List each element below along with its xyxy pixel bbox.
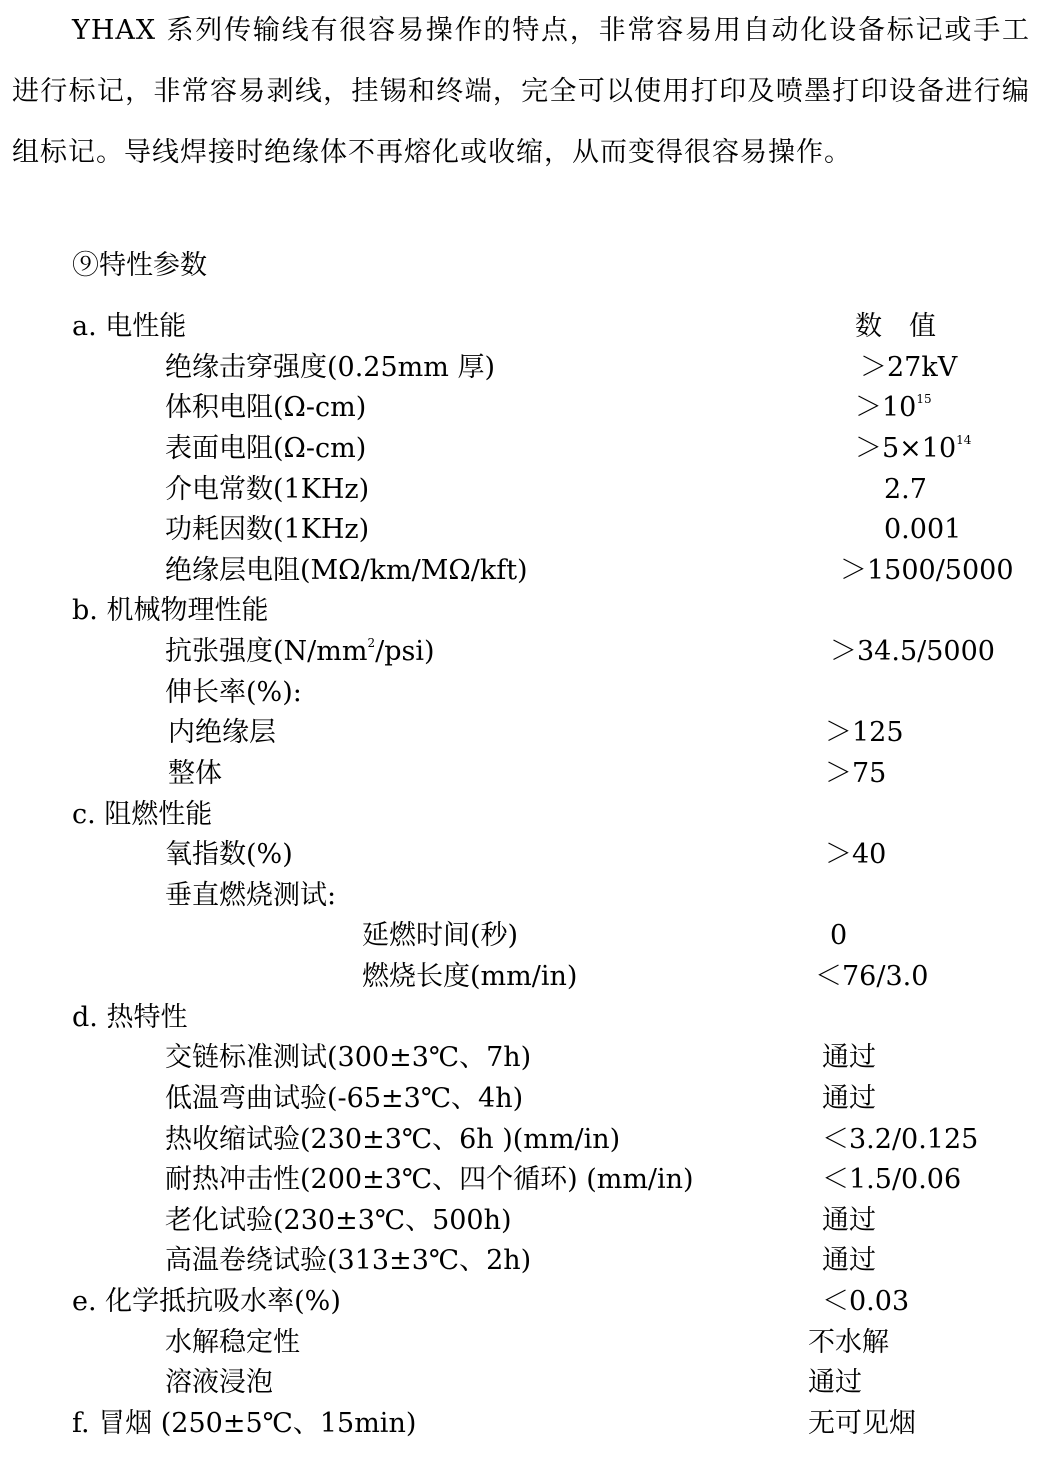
row-label: 表面电阻(Ω-cm) [165,433,367,464]
row-label: 垂直燃烧测试: [165,880,337,911]
row-value-exponent: 15 [916,392,932,406]
group-f-label: f. 冒烟 (250±5℃、15min) [72,1408,417,1439]
group-a-label: a. 电性能 [72,311,187,342]
row-label: 延燃时间(秒) [362,920,519,951]
group-b-label: b. 机械物理性能 [72,595,269,626]
row-label: 交链标准测试(300±3℃、7h) [165,1042,532,1073]
row-label-text: 抗张强度(N/mm [165,636,368,667]
row-value: 通过 [822,1083,876,1114]
row-value: 0 [830,920,848,951]
row-label: 水解稳定性 [165,1327,300,1358]
row-value: ＞40 [825,839,887,870]
row-label [165,632,435,672]
row-value: ＞75 [825,758,887,789]
row-label: 氧指数(%) [165,839,293,870]
row-value: 无可见烟 [808,1408,916,1439]
group-e-label: e. 化学抵抗吸水率(%) [72,1286,341,1317]
row-label: 热收缩试验(230±3℃、6h )(mm/in) [165,1124,621,1155]
row-value [855,429,971,469]
row-label: 老化试验(230±3℃、500h) [165,1205,512,1236]
row-value: 2.7 [884,474,927,505]
row-value: ＜1.5/0.06 [822,1164,962,1195]
row-value [855,388,932,428]
row-label: 耐热冲击性(200±3℃、四个循环) (mm/in) [165,1164,694,1195]
row-value: ＞125 [825,717,904,748]
group-d-label: d. 热特性 [72,1002,188,1033]
row-label: 溶液浸泡 [165,1367,273,1398]
row-value: 不水解 [808,1327,889,1358]
row-label-tail: /psi) [375,636,435,667]
row-label: 高温卷绕试验(313±3℃、2h) [165,1245,532,1276]
row-value-text: ＞5×10 [855,433,957,464]
row-label: 伸长率(%): [165,677,302,708]
row-label: 功耗因数(1KHz) [165,514,370,545]
row-value: 0.001 [884,514,962,545]
row-value-text: ＞10 [855,392,917,423]
row-value: ＞1500/5000 [840,555,1014,586]
row-label: 绝缘击穿强度(0.25mm 厚) [165,352,495,383]
row-label-exponent: 2 [367,636,376,650]
row-label: 低温弯曲试验(-65±3℃、4h) [165,1083,524,1114]
row-value: 通过 [808,1367,862,1398]
row-label: 内绝缘层 [168,717,276,748]
row-value-exponent: 14 [956,433,972,447]
intro-paragraph: YHAX 系列传输线有很容易操作的特点，非常容易用自动化设备标记或手工进行标记，非常容易剥线，挂锡和终端，完全可以使用打印及喷墨打印设备进行编组标记。导线焊接时绝缘体不再熔化或收缩，从而变得很容易操作。 [12,15,1030,168]
row-label: 绝缘层电阻(MΩ/km/MΩ/kft) [165,555,528,586]
row-label: 整体 [168,758,222,789]
row-value: ＞34.5/5000 [830,636,995,667]
row-value: ＜0.03 [822,1286,910,1317]
row-value: 通过 [822,1042,876,1073]
group-c-label: c. 阻燃性能 [72,799,213,830]
row-label: 燃烧长度(mm/in) [362,961,578,992]
section-title: ⑨特性参数 [72,250,207,281]
row-label: 体积电阻(Ω-cm) [165,392,367,423]
row-value: ＜3.2/0.125 [822,1124,979,1155]
value-column-header: 数 值 [855,311,936,342]
row-label: 介电常数(1KHz) [165,474,370,505]
row-value: ＜76/3.0 [815,961,929,992]
row-value: ＞27kV [860,352,958,383]
row-value: 通过 [822,1245,876,1276]
row-value: 通过 [822,1205,876,1236]
